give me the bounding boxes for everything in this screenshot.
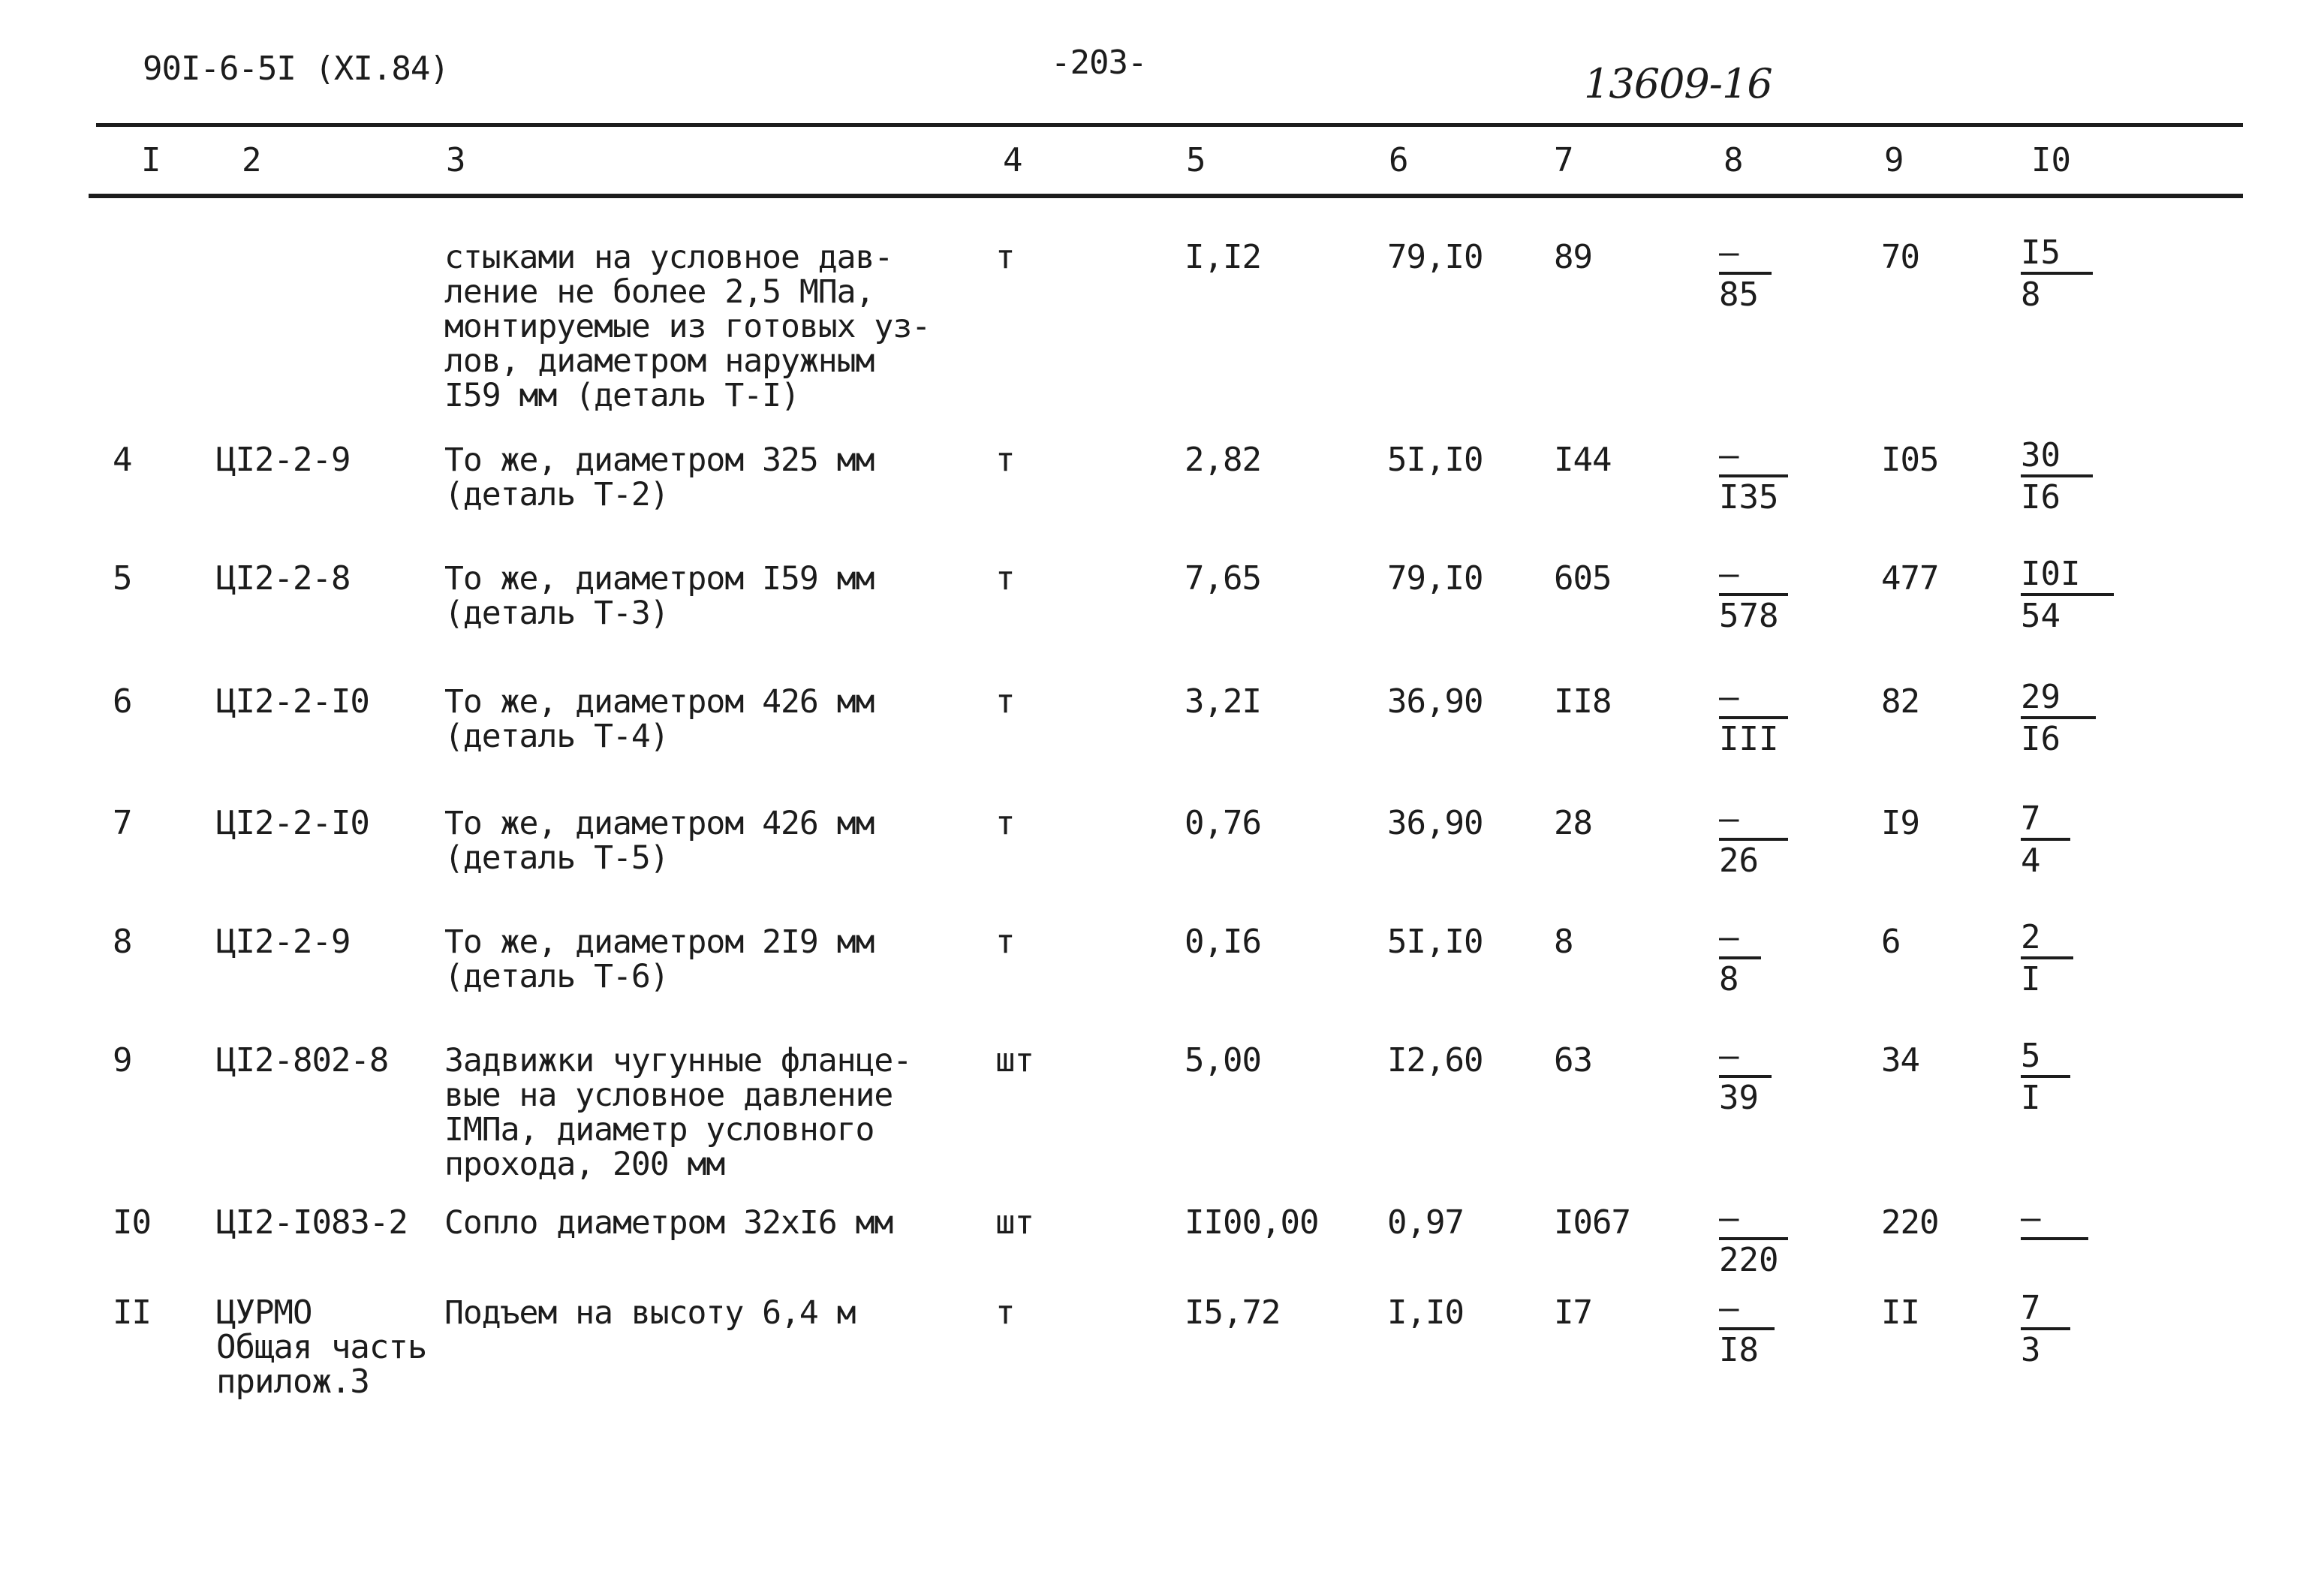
column-10-fraction [2021,557,2114,634]
work-description: То же, диаметром 426 мм (деталь Т-4) [444,683,875,755]
unit-price: 5I,I0 [1387,923,1483,961]
rate-code: ЦI2-2-I0 [216,682,369,721]
row-number: 7 [113,804,132,842]
column-header-3: 3 [446,141,466,179]
page-number: -203- [1051,44,1147,82]
column-header-10: I0 [2031,141,2071,179]
column-8-fraction-numerator: – [1719,1037,1739,1075]
column-9-value: 70 [1881,238,1919,276]
document-code: 90I-6-5I (XI.84) [143,50,449,88]
column-9-value: II [1881,1293,1919,1332]
column-8-fraction-denominator: 578 [1719,597,1779,635]
column-10-fraction [2021,920,2073,997]
column-8-fraction-numerator: – [1719,436,1739,474]
column-8-fraction-fraction-bar [1719,272,1772,275]
column-header-7: 7 [1554,141,1574,179]
column-10-fraction-numerator: 7 [2021,800,2041,838]
rate-code: ЦI2-802-8 [216,1041,389,1080]
column-10-fraction-denominator: 8 [2021,276,2041,314]
column-header-1: I [141,141,161,179]
column-8-fraction-fraction-bar [1719,716,1788,719]
column-8-fraction [1719,557,1788,634]
work-description: То же, диаметром 325 мм (деталь Т-2) [444,441,875,513]
column-8-fraction-denominator: III [1719,720,1779,758]
unit-price: 79,I0 [1387,238,1483,276]
column-8-fraction-denominator: 8 [1719,960,1739,998]
column-8-fraction-numerator: – [1719,1289,1739,1327]
column-10-fraction-denominator: I [2021,1079,2041,1117]
rate-code: ЦI2-I083-2 [216,1203,408,1242]
row-number: 4 [113,441,132,479]
unit-of-measure: т [995,559,1015,598]
column-8-fraction [1719,802,1788,878]
column-8-fraction-denominator: 39 [1719,1079,1759,1117]
column-header-5: 5 [1186,141,1206,179]
column-10-fraction-numerator: I5 [2021,233,2061,272]
quantity: 5,00 [1185,1041,1261,1080]
total-cost: II8 [1554,682,1612,721]
work-description: Сопло диаметром 32хI6 мм [444,1204,893,1242]
row-number: 9 [113,1041,132,1080]
column-header-8: 8 [1723,141,1744,179]
column-8-fraction-numerator: – [1719,800,1739,838]
column-8-fraction [1719,1201,1788,1278]
rate-code: ЦI2-2-9 [216,441,351,479]
table-header-rule [89,194,2243,198]
column-10-fraction [2021,1291,2070,1368]
column-10-fraction-fraction-bar [2021,272,2093,275]
column-8-fraction [1719,1291,1775,1368]
column-10-fraction-numerator: 7 [2021,1289,2041,1327]
column-10-fraction-denominator: 4 [2021,842,2041,880]
column-8-fraction [1719,920,1761,997]
total-cost: 63 [1554,1041,1592,1080]
column-10-fraction [2021,1201,2088,1278]
column-10-fraction-fraction-bar [2021,1327,2070,1330]
column-9-value: 34 [1881,1041,1919,1080]
column-10-fraction-numerator: I0I [2021,555,2081,593]
column-8-fraction-numerator: – [1719,1199,1739,1237]
column-10-fraction-denominator [2021,1243,2088,1278]
rate-code: ЦI2-2-8 [216,559,351,598]
quantity: 2,82 [1185,441,1261,479]
column-8-fraction [1719,680,1788,757]
column-10-fraction [2021,233,2093,314]
column-header-4: 4 [1003,141,1023,179]
column-8-fraction-fraction-bar [1719,1237,1788,1240]
column-10-fraction-fraction-bar [2021,1237,2088,1240]
unit-of-measure: т [995,923,1015,961]
column-8-fraction [1719,233,1772,314]
column-9-value: I9 [1881,804,1919,842]
column-10-fraction-fraction-bar [2021,838,2070,841]
column-10-fraction [2021,680,2096,757]
column-10-fraction [2021,1039,2070,1116]
quantity: 7,65 [1185,559,1261,598]
column-8-fraction [1719,438,1788,515]
column-8-fraction-fraction-bar [1719,1327,1775,1330]
column-10-fraction-denominator: I6 [2021,720,2061,758]
total-cost: 28 [1554,804,1592,842]
column-header-9: 9 [1884,141,1904,179]
unit-of-measure: т [995,1293,1015,1332]
quantity: 0,I6 [1185,923,1261,961]
column-8-fraction-denominator: 85 [1719,276,1759,314]
quantity: I,I2 [1185,238,1261,276]
quantity: 3,2I [1185,682,1261,721]
document-number: 13609-16 [1584,60,1772,107]
column-10-fraction-denominator: 54 [2021,597,2061,635]
column-10-fraction-numerator: 2 [2021,918,2041,956]
unit-of-measure: шт [995,1203,1034,1242]
unit-price: I,I0 [1387,1293,1464,1332]
quantity: 0,76 [1185,804,1261,842]
column-8-fraction-denominator: 220 [1719,1241,1779,1279]
unit-of-measure: т [995,804,1015,842]
column-10-fraction-denominator: I [2021,960,2041,998]
work-description: Задвижки чугунные фланце- вые на условное давление IМПа, диаметр условного прохода, 200 мм [444,1042,912,1183]
total-cost: 8 [1554,923,1573,961]
column-9-value: I05 [1881,441,1939,479]
column-10-fraction-fraction-bar [2021,474,2093,477]
unit-of-measure: т [995,682,1015,721]
unit-price: 0,97 [1387,1203,1464,1242]
work-description: То же, диаметром 426 мм (деталь Т-5) [444,805,875,877]
column-header-2: 2 [242,141,262,179]
column-8-fraction-numerator: – [1719,233,1739,272]
column-10-fraction-fraction-bar [2021,716,2096,719]
unit-price: 79,I0 [1387,559,1483,598]
column-9-value: 6 [1881,923,1901,961]
unit-price: 36,90 [1387,682,1483,721]
column-10-fraction [2021,802,2070,878]
quantity: I5,72 [1185,1293,1281,1332]
rate-code: ЦI2-2-I0 [216,804,369,842]
column-10-fraction-numerator: 30 [2021,436,2061,474]
work-description: стыками на условное дав- ление не более 2,5 МПа, монтируемые из готовых уз- лов, диаметром наружным I59 мм (деталь Т-I) [444,239,931,414]
column-9-value: 220 [1881,1203,1939,1242]
total-cost: 89 [1554,238,1592,276]
column-8-fraction-numerator: – [1719,918,1739,956]
table-top-rule [96,123,2243,127]
total-cost: 605 [1554,559,1612,598]
unit-price: I2,60 [1387,1041,1483,1080]
total-cost: I44 [1554,441,1612,479]
total-cost: I7 [1554,1293,1592,1332]
column-10-fraction-fraction-bar [2021,956,2073,959]
column-10-fraction [2021,438,2093,515]
column-8-fraction-fraction-bar [1719,593,1788,596]
column-8-fraction-fraction-bar [1719,838,1788,841]
column-10-fraction-fraction-bar [2021,593,2114,596]
unit-price: 5I,I0 [1387,441,1483,479]
row-number: 6 [113,682,132,721]
unit-of-measure: шт [995,1041,1034,1080]
work-description: Подъем на высоту 6,4 м [444,1294,856,1332]
unit-of-measure: т [995,441,1015,479]
row-number: II [113,1293,151,1332]
column-8-fraction-denominator: I8 [1719,1331,1759,1369]
column-8-fraction-denominator: 26 [1719,842,1759,880]
column-10-fraction-denominator: 3 [2021,1331,2041,1369]
work-description: То же, диаметром 2I9 мм (деталь Т-6) [444,923,875,995]
quantity: II00,00 [1185,1203,1319,1242]
column-8-fraction-denominator: I35 [1719,478,1779,516]
row-number: I0 [113,1203,151,1242]
column-8-fraction-fraction-bar [1719,956,1761,959]
column-9-value: 82 [1881,682,1919,721]
column-8-fraction-numerator: – [1719,678,1739,716]
row-number: 5 [113,559,132,598]
column-8-fraction-numerator: – [1719,555,1739,593]
rate-code: ЦУРМО Общая часть прилож.3 [216,1293,427,1401]
column-8-fraction-fraction-bar [1719,1075,1772,1078]
unit-of-measure: т [995,238,1015,276]
row-number: 8 [113,923,132,961]
column-8-fraction [1719,1039,1772,1116]
rate-code: ЦI2-2-9 [216,923,351,961]
unit-price: 36,90 [1387,804,1483,842]
column-10-fraction-numerator: 29 [2021,678,2061,716]
column-8-fraction-fraction-bar [1719,474,1788,477]
column-10-fraction-denominator: I6 [2021,478,2061,516]
column-9-value: 477 [1881,559,1939,598]
column-10-fraction-fraction-bar [2021,1075,2070,1078]
column-10-fraction-numerator: 5 [2021,1037,2041,1075]
column-10-fraction-numerator: – [2021,1199,2041,1237]
column-header-6: 6 [1389,141,1409,179]
work-description: То же, диаметром I59 мм (деталь Т-3) [444,560,875,632]
total-cost: I067 [1554,1203,1630,1242]
